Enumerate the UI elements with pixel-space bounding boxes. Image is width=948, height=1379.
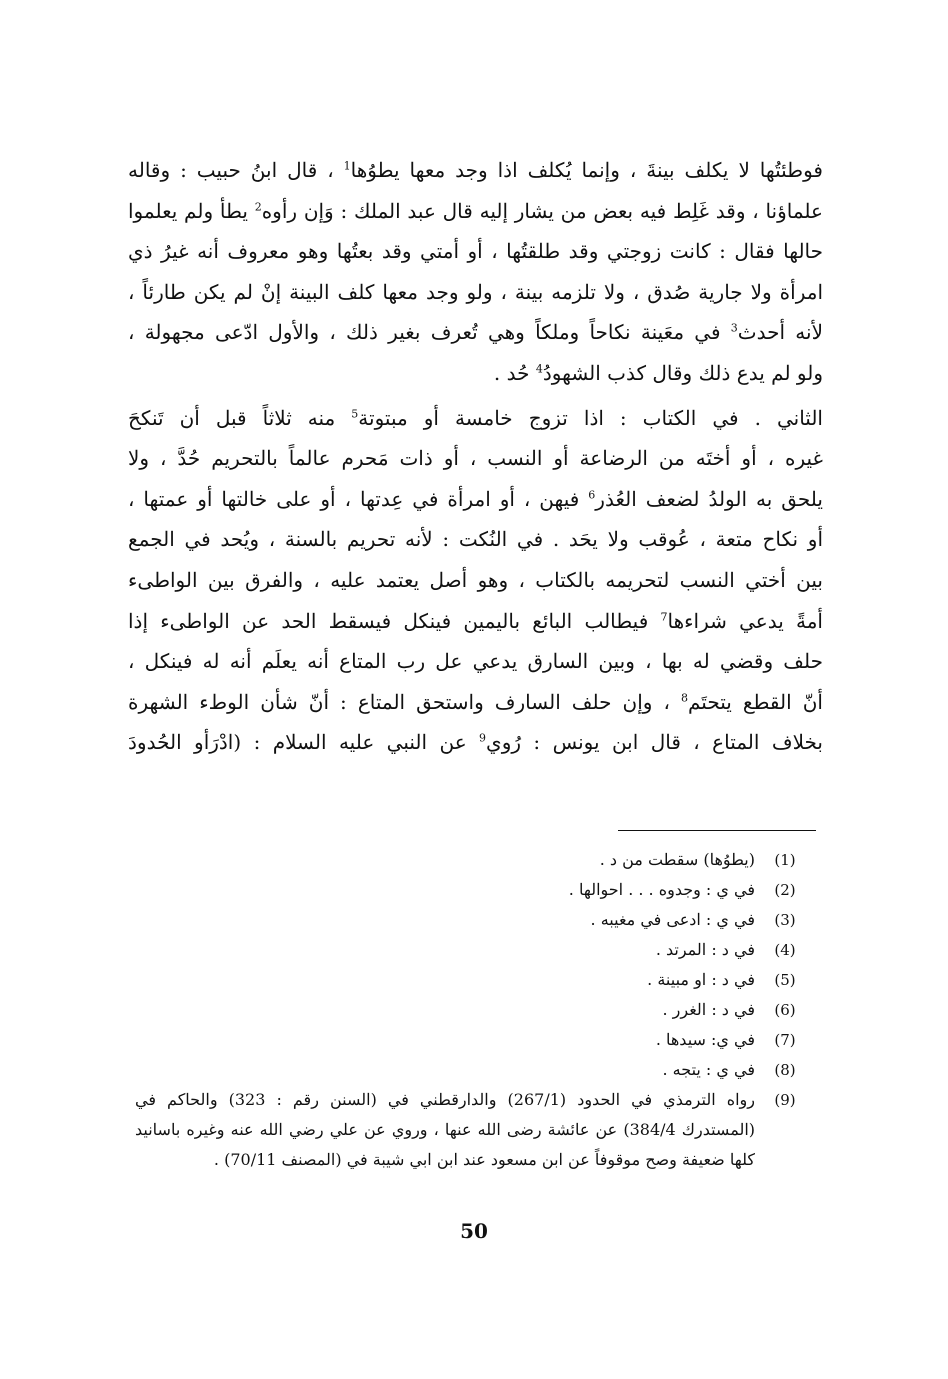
footnote-ref[interactable]: 7 <box>660 609 668 623</box>
footnote-text: رواه الترمذي في الحدود (267/1) والدارقطني في (السنن رقم : 323) والحاكم في (المستدرك 384/4) عن عائشة رضى الله عنها ، وروي عن علي رضي الله عنه وغيره باسانيد كلها ضعيفة وصح موقوفاً عن ابن مسعود عند ابن ابي شيبة في (المصنف 70/11) . <box>135 1090 755 1169</box>
text-line: ولو لم يدع ذلك وقال كذب الشهودُ$^4$ حُد . <box>493 360 823 385</box>
footnote-item <box>135 995 815 1025</box>
text-line: أو نكاح متعة ، عُوقب ولا يحَد . في النُكت : لأنه تحريم بالسنة ، ويُحد في الجمع <box>128 527 823 552</box>
footnote-ref[interactable]: 2 <box>254 199 262 213</box>
footnote-number: (8) <box>774 1061 796 1079</box>
text-line: يلحق به الولدُ لضعف العُذر$^6$ فيهن ، أو امرأة في عِدتها ، أو على خالتها أو عمتها ، <box>128 486 823 511</box>
text-line: بين أختي النسب لتحريمه بالكتاب ، وهو أصل يعتمد عليه ، والفرق بين الواطىء <box>128 567 823 592</box>
footnote-ref[interactable]: 6 <box>588 488 596 502</box>
text-line: حالها فقال : كانت زوجتي وقد طلقتُها ، أو أمتي وقد بعتُها وهو معروف أنه غيرُ ذي <box>128 239 823 264</box>
footnote-text: في ي : وجدوه . . . احوالها . <box>568 880 755 899</box>
footnote-ref[interactable]: 9 <box>479 731 487 745</box>
footnote-text: في ي : ادعى في مغيبه . <box>590 910 755 929</box>
footnote-number: (7) <box>774 1031 796 1049</box>
footnote-item <box>135 935 815 965</box>
text-line: بخلاف المتاع ، قال ابن يونس : رُوي$^9$ عن النبي عليه السلام : (ادْرَأو الحُدودَ <box>128 730 823 755</box>
footnotes <box>135 845 815 1175</box>
footnote-text: في د : او مبينة . <box>647 970 755 989</box>
main-text <box>128 150 823 763</box>
footnote-item <box>135 875 815 905</box>
footnote-item <box>135 905 815 935</box>
page-number: 50 <box>460 1219 488 1243</box>
text-line: امرأة ولا جارية صُدق ، ولا تلزمه بينة ، ولو وجد معها كلف البينة إنْ لم يكن طارئاً ، <box>128 279 823 304</box>
footnote-text: (يطوُها) سقطت من د . <box>599 850 755 869</box>
footnote-item <box>135 1055 815 1085</box>
footnote-number: (5) <box>774 971 796 989</box>
footnote-item <box>135 1085 815 1175</box>
footnote-separator <box>618 830 816 831</box>
footnote-ref[interactable]: 1 <box>343 159 351 173</box>
footnote-item <box>135 1025 815 1055</box>
footnote-ref[interactable]: 8 <box>680 691 688 705</box>
footnote-item <box>135 965 815 995</box>
footnote-text: في ي: سيدها . <box>655 1030 755 1049</box>
footnote-text: في ي : يتجه . <box>662 1060 755 1079</box>
footnote-item <box>135 845 815 875</box>
footnote-ref[interactable]: 3 <box>730 321 738 335</box>
text-line: حلف وقضي له بها ، وبين السارق يدعي عل رب المتاع أنه يعلَم أنه له فينكل ، <box>128 649 823 674</box>
footnote-number: (4) <box>774 941 796 959</box>
footnote-text: في د : المرتد . <box>655 940 755 959</box>
text-line: أمةً يدعي شراءها$^7$ فيطالب البائع باليمين فينكل فيسقط الحد عن الواطىء إذا <box>128 608 823 633</box>
text-line: علماؤنا ، وقد غَلِط فيه بعض من يشار إليه قال عبد الملك : وَإن رأوه$^2$ يطأ ولم يعلموا <box>128 198 823 223</box>
text-line: أنّ القطع يتحتَم$^8$ ، وإن حلف السارف واستحق المتاع : أنّ شأن الوطء الشهرة <box>128 689 823 714</box>
paragraph-1 <box>128 150 823 394</box>
text-line: غيره ، أو أختَه من الرضاعة أو النسب ، أو ذات مَحرم عالماً بالتحريم حُدَّ ، ولا <box>128 446 823 471</box>
footnote-number: (9) <box>774 1091 796 1109</box>
text-line: الثاني . في الكتاب : اذا تزوج خامسة أو مبتوتة$^5$ منه ثلاثاً قبل أن تَنكحَ <box>128 405 823 430</box>
footnote-number: (6) <box>774 1001 796 1019</box>
footnote-number: (3) <box>774 911 796 929</box>
footnote-number: (2) <box>774 881 796 899</box>
footnote-ref[interactable]: 4 <box>535 362 543 376</box>
text-line: لأنه أحدث$^3$ في معَينة نكاحاً وملكاً وهي تُعرف بغير ذلك ، والأول ادّعى مجهولة ، <box>128 320 823 345</box>
footnote-text: في د : الغرر . <box>662 1000 755 1019</box>
text-line: فوطئتُها لا يكلف بينةَ ، وإنما يُكلف اذا وجد معها يطوُها$^1$ ، قال ابنُ حبيب : وقاله <box>128 158 823 182</box>
footnote-number: (1) <box>774 851 796 869</box>
paragraph-2 <box>128 398 823 763</box>
footnote-ref[interactable]: 5 <box>351 406 359 420</box>
